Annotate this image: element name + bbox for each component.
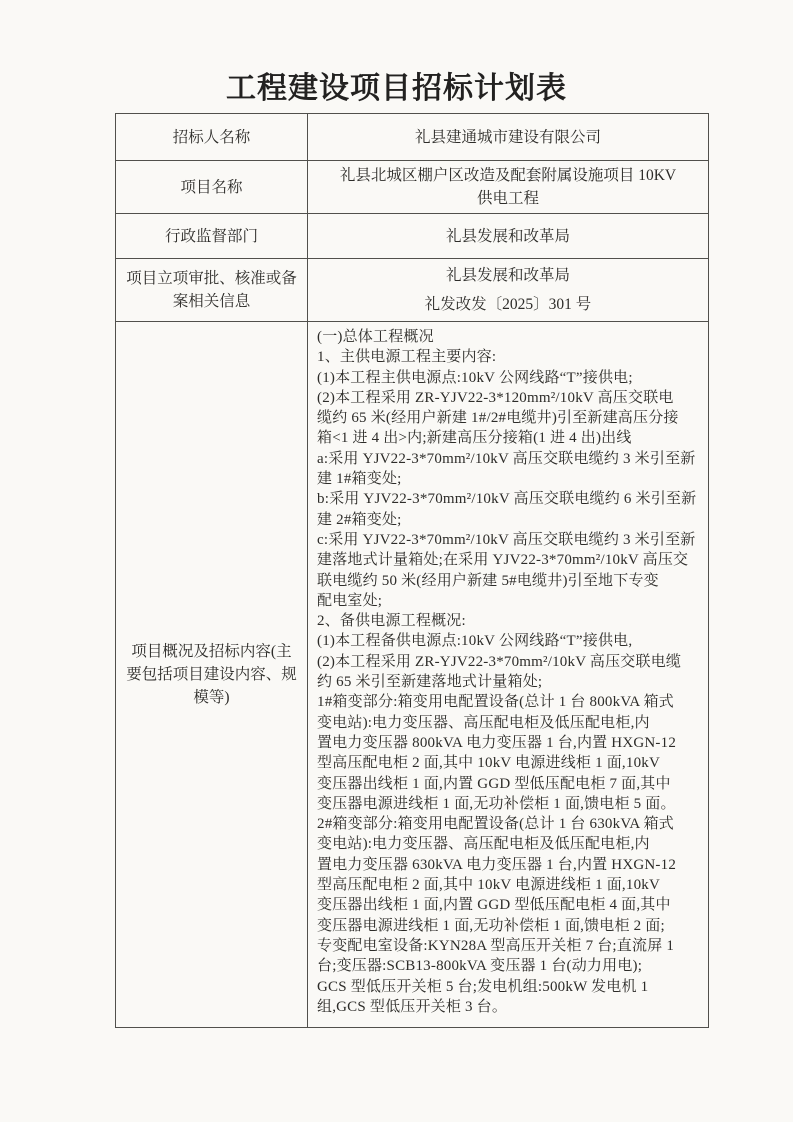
table-row-approval-info: [116, 259, 708, 322]
text-line: 组,GCS 型低压开关柜 3 台。: [317, 998, 508, 1015]
text-line: 型高压配电柜 2 面,其中 10kV 电源进线柜 1 面,10kV: [317, 877, 660, 894]
text-line: GCS 型低压开关柜 5 台;发电机组:500kW 发电机 1: [317, 978, 649, 995]
text-line: 1、主供电源工程主要内容:: [317, 349, 497, 366]
text-line: 台;变压器:SCB13-800kVA 变压器 1 台(动力用电);: [317, 958, 643, 975]
text-line: 2#箱变部分:箱变用电配置设备(总计 1 台 630kVA 箱式: [317, 816, 674, 833]
text-line: 变压器出线柜 1 面,内置 GGD 型低压配电柜 7 面,其中: [317, 775, 671, 792]
text-line: (2)本工程采用 ZR-YJV22-3*70mm²/10kV 高压交联电缆: [317, 653, 682, 670]
text-line: 变电站):电力变压器、高压配电柜及低压配电柜,内: [317, 714, 650, 731]
text-line: (一)总体工程概况: [317, 329, 434, 345]
text-line: (2)本工程采用 ZR-YJV22-3*120mm²/10kV 高压交联电: [317, 389, 674, 406]
document-title: 工程建设项目招标计划表: [226, 72, 567, 105]
row-value-approval-info: [308, 259, 708, 321]
text-line: b:采用 YJV22-3*70mm²/10kV 高压交联电缆约 6 米引至新: [317, 491, 697, 508]
text-line: 建 1#箱变处;: [317, 471, 402, 488]
row-content-project-overview: [308, 322, 708, 1027]
text-line: 置电力变压器 800kVA 电力变压器 1 台,内置 HXGN-12: [317, 734, 677, 751]
text-line: 供电工程: [476, 190, 539, 207]
text-line: c:采用 YJV22-3*70mm²/10kV 高压交联电缆约 3 米引至新: [317, 531, 696, 548]
table-row-supervision-dept: [116, 214, 708, 259]
text-line: 变压器出线柜 1 面,内置 GGD 型低压配电柜 4 面,其中: [317, 897, 671, 914]
text-line: 联电缆约 50 米(经用户新建 5#电缆井)引至地下专变: [317, 572, 659, 589]
text-line: 箱<1 进 4 出>内;新建高压分接箱(1 进 4 出)出线: [317, 430, 632, 447]
text-line: 型高压配电柜 2 面,其中 10kV 电源进线柜 1 面,10kV: [317, 755, 660, 772]
text-line: 礼县北城区棚户区改造及配套附属设施项目 10KV: [339, 167, 677, 184]
row-label-project-overview: [116, 322, 308, 1027]
row-label-supervision-dept: 行政监督部门: [116, 214, 308, 258]
row-label-bidder-name: 招标人名称: [116, 114, 308, 160]
row-label-project-name: 项目名称: [116, 161, 308, 213]
text-line: 项目立项审批、核准或备: [126, 270, 297, 287]
bidding-plan-table: [115, 113, 709, 1028]
text-line: 礼发改发〔2025〕301 号: [424, 296, 592, 313]
text-line: 置电力变压器 630kVA 电力变压器 1 台,内置 HXGN-12: [317, 856, 677, 873]
text-line: 建 2#箱变处;: [317, 511, 402, 528]
text-line: a:采用 YJV22-3*70mm²/10kV 高压交联电缆约 3 米引至新: [317, 450, 696, 467]
text-line: 配电室处;: [317, 592, 383, 609]
text-line: 缆约 65 米(经用户新建 1#/2#电缆井)引至新建高压分接: [317, 410, 679, 427]
text-line: 专变配电室设备:KYN28A 型高压开关柜 7 台;直流屏 1: [317, 937, 675, 954]
text-line: 变电站):电力变压器、高压配电柜及低压配电柜,内: [317, 836, 650, 853]
text-line: 要包括项目建设内容、规: [126, 666, 297, 683]
row-label-approval-info: [116, 259, 308, 321]
text-line: 案相关信息: [172, 293, 251, 310]
text-line: 1#箱变部分:箱变用电配置设备(总计 1 台 800kVA 箱式: [317, 694, 674, 711]
row-value-project-name: [308, 161, 708, 213]
text-line: 约 65 米引至新建落地式计量箱处;: [317, 674, 543, 691]
text-line: 2、备供电源工程概况:: [317, 613, 466, 630]
text-line: 模等): [193, 689, 230, 706]
row-value-bidder-name: 礼县建通城市建设有限公司: [414, 128, 601, 146]
text-line: 礼县发展和改革局: [445, 267, 570, 284]
text-line: 建落地式计量箱处;在采用 YJV22-3*70mm²/10kV 高压交: [317, 552, 689, 569]
text-line: 变压器电源进线柜 1 面,无功补偿柜 1 面,馈电柜 2 面;: [317, 917, 665, 934]
text-line: (1)本工程备供电源点:10kV 公网线路“T”接供电,: [317, 633, 633, 650]
table-row-project-name: [116, 161, 708, 214]
row-value-supervision-dept: 礼县发展和改革局: [445, 227, 570, 245]
table-row-bidder-name: [116, 114, 708, 161]
text-line: 变压器电源进线柜 1 面,无功补偿柜 1 面,馈电柜 5 面。: [317, 795, 676, 812]
table-row-project-overview: [116, 322, 708, 1027]
text-line: 项目概况及招标内容(主: [131, 643, 292, 660]
text-line: (1)本工程主供电源点:10kV 公网线路“T”接供电;: [317, 369, 633, 386]
